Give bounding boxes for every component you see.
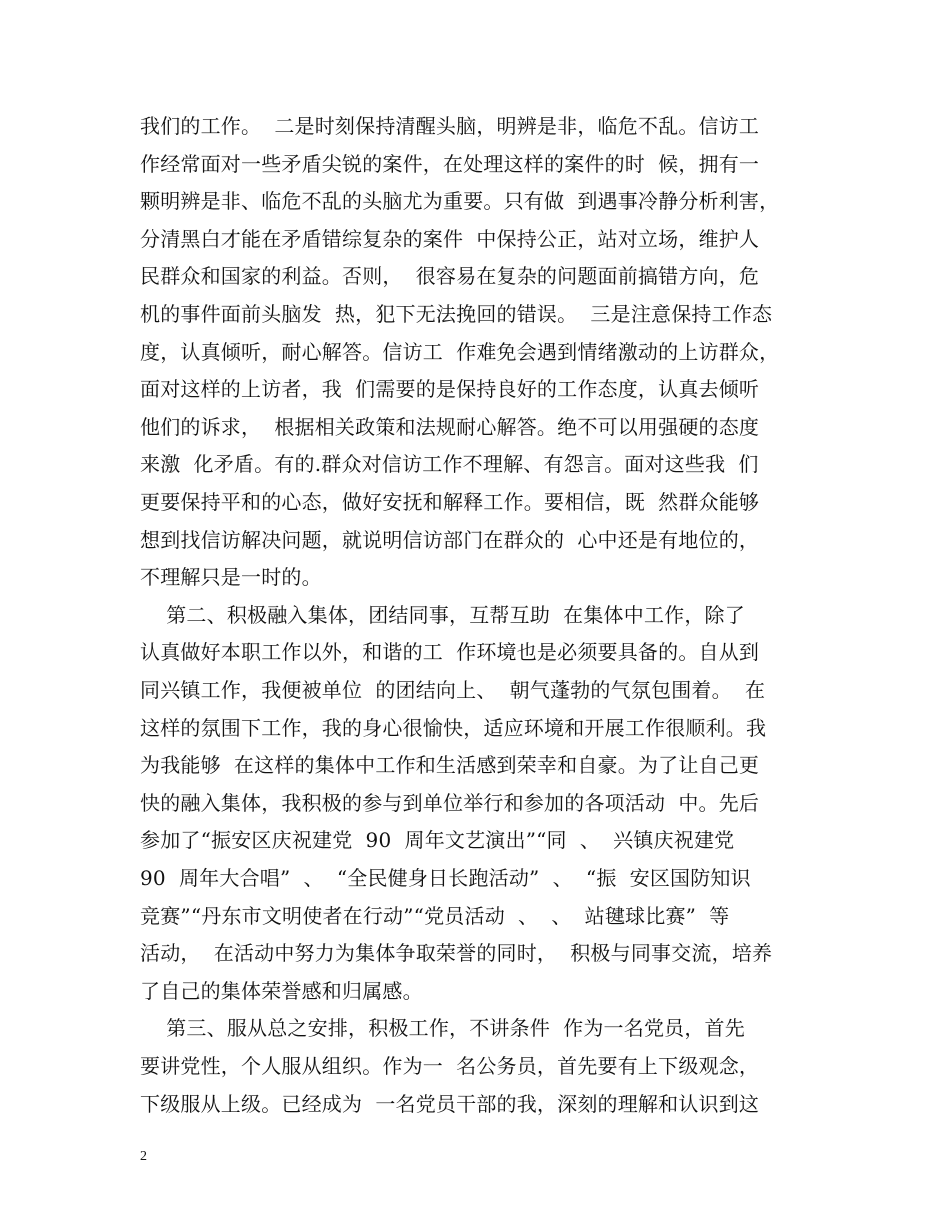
text-line: 快的融入集体，我积极的参与到单位举行和参加的各项活动 中。先后: [140, 790, 760, 815]
text-line: 分清黑白才能在矛盾错综复杂的案件 中保持公正，站对立场，维护人: [140, 226, 760, 251]
text-line: 竞赛”“丹东市文明使者在行动”“党员活动 、 、 站毽球比赛” 等: [140, 903, 730, 928]
text-line: 他们的诉求， 根据相关政策和法规耐心解答。绝不可以用强硬的态度: [140, 414, 760, 439]
text-line: 认真做好本职工作以外，和谐的工 作环境也是必须要具备的。自从到: [140, 640, 760, 665]
text-line: 为我能够 在这样的集体中工作和生活感到荣幸和自豪。为了让自己更: [140, 753, 760, 778]
text-line: 作经常面对一些矛盾尖锐的案件，在处理这样的案件的时 候，拥有一: [140, 151, 760, 176]
text-line: 这样的氛围下工作，我的身心很愉快，适应环境和开展工作很顺利。我: [140, 715, 767, 740]
page-number: 2: [140, 1149, 147, 1164]
text-line: 下级服从上级。已经成为 一名党员干部的我，深刻的理解和认识到这: [140, 1091, 760, 1116]
text-line: 不理解只是一时的。: [140, 565, 322, 590]
text-line: 90 周年大合唱” 、 “全民健身日长跑活动” 、 “振 安区国防知识: [140, 866, 751, 890]
text-line: 机的事件面前头脑发 热，犯下无法挽回的错误。 三是注意保持工作态: [140, 302, 773, 326]
text-line: 来激 化矛盾。有的.群众对信访工作不理解、有怨言。面对这些我 们: [140, 452, 759, 477]
text-line: 面对这样的上访者，我 们需要的是保持良好的工作态度，认真去倾听: [140, 377, 760, 402]
text-line: 同兴镇工作，我便被单位 的团结向上、 朝气蓬勃的气氛包围着。 在: [140, 678, 766, 702]
text-line: 了自己的集体荣誉感和归属感。: [140, 978, 423, 1003]
text-line: 活动， 在活动中努力为集体争取荣誉的同时， 积极与同事交流，培养: [140, 941, 773, 966]
text-line: 度，认真倾听，耐心解答。信访工 作难免会遇到情绪激动的上访群众，: [140, 339, 780, 364]
text-line: 更要保持平和的心态，做好安抚和解释工作。要相信，既 然群众能够: [140, 490, 760, 514]
text-line: 民群众和国家的利益。否则， 很容易在复杂的问题面前搞错方向，危: [140, 264, 760, 289]
text-line: 想到找信访解决问题，就说明信访部门在群众的 心中还是有地位的，: [140, 527, 760, 552]
text-line: 参加了“振安区庆祝建党 90 周年文艺演出”“同 、 兴镇庆祝建党: [140, 828, 735, 853]
text-line: 颗明辨是非、临危不乱的头脑尤为重要。只有做 到遇事冷静分析利害，: [140, 189, 780, 214]
text-line: 第三、服从总之安排，积极工作，不讲条件 作为一名党员，首先: [140, 1016, 745, 1041]
text-line: 第二、积极融入集体，团结同事，互帮互助 在集体中工作，除了: [140, 602, 745, 627]
text-line: 我们的工作。 二是时刻保持清醒头脑，明辨是非，临危不乱。信访工: [140, 114, 760, 138]
text-line: 要讲党性，个人服从组织。作为一 名公务员，首先要有上下级观念，: [140, 1054, 760, 1078]
